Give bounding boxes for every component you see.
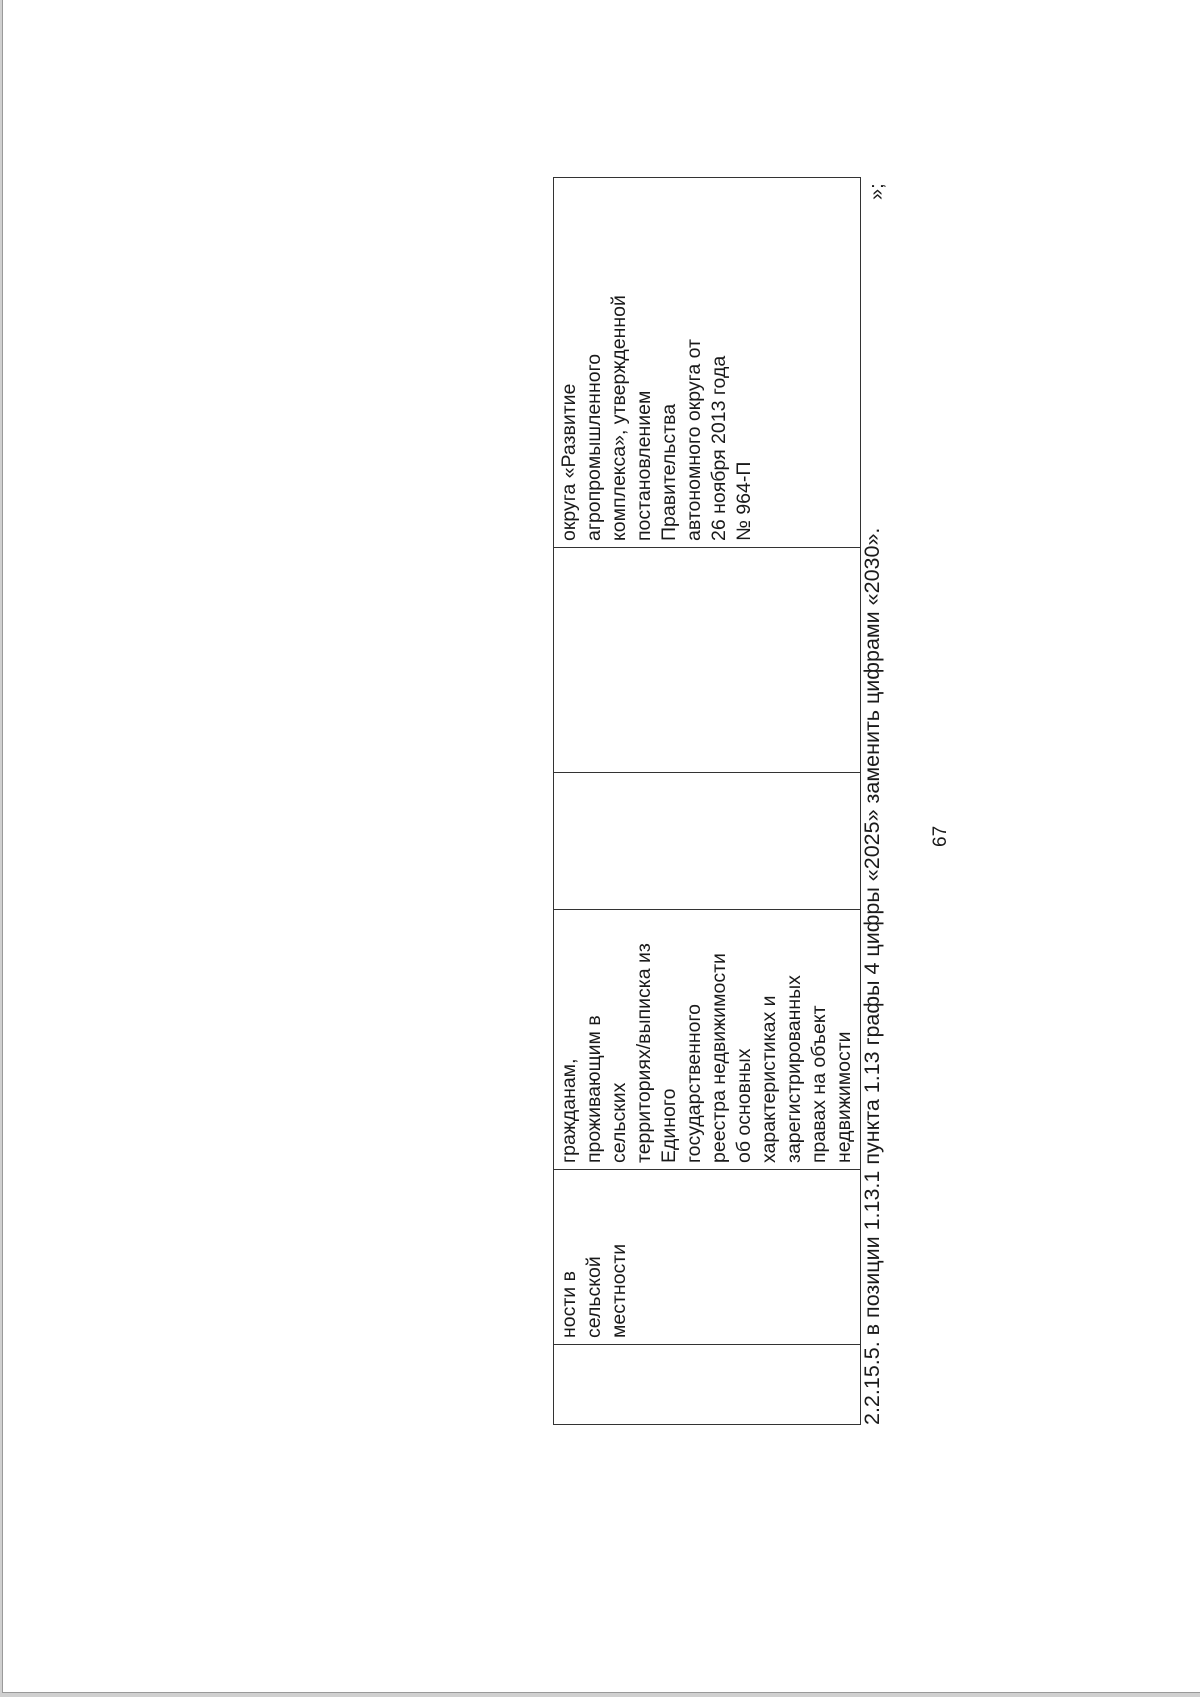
table-cell-category: ности в сельской местности (554, 1170, 861, 1345)
document-page (2, 0, 1200, 1693)
table-row (554, 178, 861, 1425)
page-number: 67 (930, 825, 951, 847)
closing-quote: »; (866, 183, 888, 200)
document-table (553, 177, 861, 1425)
table-cell-document: гражданам, проживающим в сельских территориях/выписка из Единого государственного реестра недвижимости об основных характеристиках и зарегистрированных правах на объект недвижимости (554, 910, 861, 1170)
amendment-paragraph: 2.2.15.5. в позиции 1.13.1 пункта 1.13 графы 4 цифры «2025» заменить цифрами «2030». (860, 527, 884, 1425)
rotated-page-content (553, 175, 951, 1425)
table-cell-program-reference: округа «Развитие агропромышленного комплекса», утвержденной постановлением Правительства автономного округа от 26 ноября 2013 года № 964-П (554, 178, 861, 548)
table-cell-empty (554, 548, 861, 773)
table-cell-empty (554, 773, 861, 910)
table-cell-empty (554, 1345, 861, 1425)
